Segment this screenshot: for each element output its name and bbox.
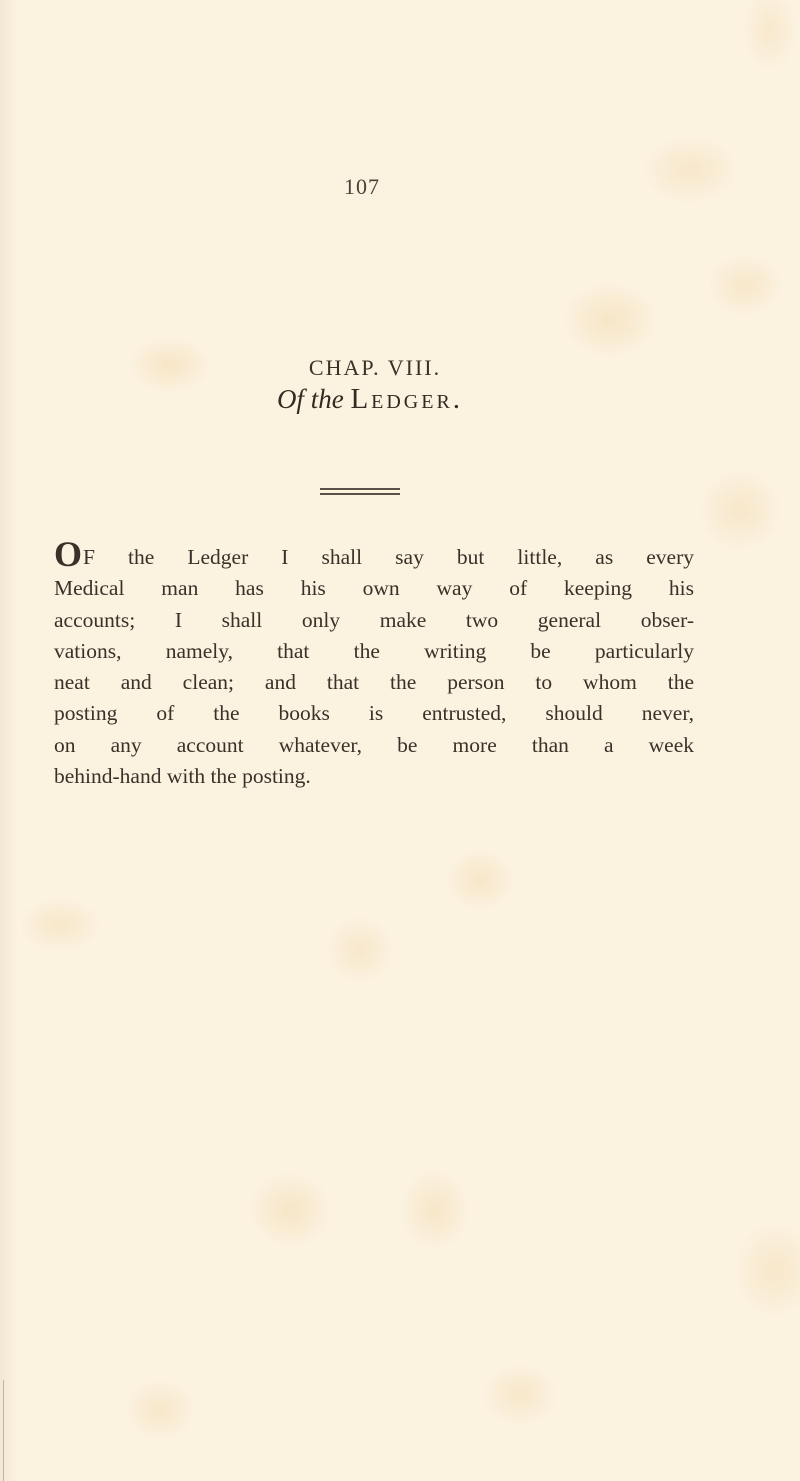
paragraph-line-2: Medical man has his own way of keeping his (54, 576, 694, 601)
paragraph-line-4: vations, namely, that the writing be particularly (54, 638, 694, 663)
page-number: 107 (344, 174, 380, 199)
paragraph-line-3: accounts; I shall only make two general obser- (54, 607, 694, 632)
title-prefix: Of the (276, 384, 344, 414)
body-paragraph (54, 534, 694, 792)
paragraph-line-1 (54, 534, 694, 574)
chapter-heading: CHAP. VIII. (308, 355, 442, 380)
page-edge-line (3, 1380, 4, 1481)
paragraph-line-5: neat and clean; and that the person to whom the (54, 670, 694, 695)
drop-cap: O (54, 534, 83, 574)
ornamental-rule-bottom (320, 493, 400, 495)
ornamental-rule-top (320, 488, 400, 490)
paragraph-line-8: behind-hand with the posting. (54, 764, 311, 789)
paragraph-line-6: posting of the books is entrusted, should never, (54, 701, 694, 726)
paragraph-line-7: on any account whatever, be more than a week (54, 732, 694, 757)
title-ledger: Ledger. (350, 383, 464, 415)
line-text: F the Ledger I shall say but little, as every (83, 545, 694, 569)
chapter-title (150, 383, 590, 416)
